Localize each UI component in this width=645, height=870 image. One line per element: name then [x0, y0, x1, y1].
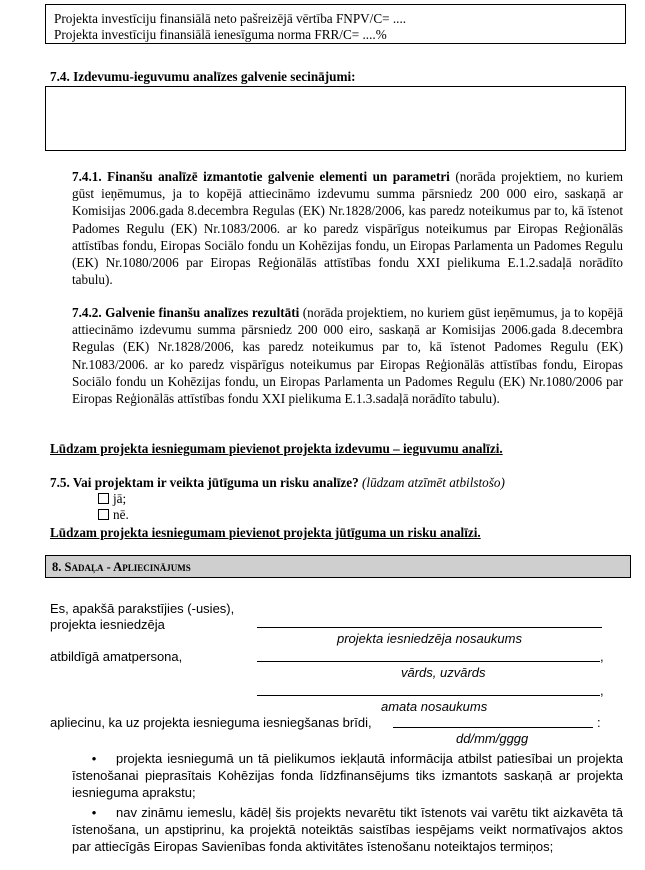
bullet-text-1: projekta iesniegumā un tā pielikumos iekļautā informācija atbilst patiesībai un projekta īstenošanai pieprasītais Kohēzijas fonda līdzfinansējums tiks izmantots saskaņā ar projekta iesnieguma aprakstu;	[72, 751, 623, 800]
section-75-hint: (lūdzam atzīmēt atbilstošo)	[358, 475, 505, 490]
bullet-icon: •	[91, 751, 97, 766]
colon: :	[597, 715, 601, 730]
section-75-title: 7.5. Vai projektam ir veikta jūtīguma un risku analīze?	[50, 475, 359, 490]
section-741-paragraph	[72, 168, 623, 288]
name-surname-field[interactable]	[257, 661, 600, 662]
declaration-line-3: atbildīgā amatpersona,	[50, 649, 183, 664]
option-no[interactable]	[98, 507, 129, 523]
comma-2: ,	[600, 683, 604, 698]
applicant-name-caption: projekta iesniedzēja nosaukums	[337, 631, 522, 646]
section-74-answer-box[interactable]	[45, 86, 626, 151]
comma-1: ,	[600, 649, 604, 664]
option-yes[interactable]	[98, 491, 126, 507]
bullet-item-1	[72, 750, 623, 801]
date-field[interactable]	[393, 727, 593, 728]
financial-indicators-box	[45, 4, 626, 44]
name-surname-caption: vārds, uzvārds	[401, 665, 486, 680]
bullet-icon: •	[91, 805, 97, 820]
declaration-line-4: apliecinu, ka uz projekta iesnieguma iesniegšanas brīdi,	[50, 715, 372, 730]
declaration-line-2: projekta iesniedzēja	[50, 617, 165, 632]
position-field[interactable]	[257, 695, 600, 696]
fnpv-line: Projekta investīciju finansiālā neto pašreizējā vērtība FNPV/C= ....	[54, 11, 407, 26]
section-75-question	[50, 475, 505, 491]
section-742-paragraph	[72, 304, 623, 407]
declaration-line-1: Es, apakšā parakstījies (-usies),	[50, 601, 235, 616]
section-741-title: 7.4.1. Finanšu analīzē izmantotie galvenie elementi un parametri	[72, 169, 450, 184]
section-742-title: 7.4.2. Galvenie finanšu analīzes rezultāti	[72, 305, 300, 320]
frr-line: Projekta investīciju finansiālā ienesīguma norma FRR/C= ....%	[54, 27, 387, 42]
section-8-title: 8. Sadaļa - Apliecinājums	[52, 560, 191, 574]
request-cba-note: Lūdzam projekta iesniegumam pievienot projekta izdevumu – ieguvumu analīzi.	[50, 441, 503, 456]
option-no-label: nē.	[113, 507, 129, 522]
position-caption: amata nosaukums	[381, 699, 488, 714]
checkbox-yes[interactable]	[98, 493, 109, 504]
section-741-text: (norāda projektiem, no kuriem gūst ieņēmumus, ja to kopējā attiecināmo izdevumu summa pārsniedz 200 000 eiro, saskaņā ar Komisijas 2006.gada 8.decembra Regulas (EK) Nr.1828/2006, kas paredz noteikumus par to, kā īstenot Padomes Regulu (EK) Nr.1083/2006. ar ko paredz vispārīgus noteikumus par Eiropas Reģionālās attīstības fondu, Eiropas Sociālo fondu un Kohēzijas fondu, un Eiropas Parlamenta un Padomes Regulu (EK) Nr.1080/2006 par Eiropas Reģionālās attīstības fondu XXI pielikuma E.1.2.sadaļā norādīto tabulu).	[72, 169, 623, 288]
bullet-text-2: nav zināmu iemeslu, kādēļ šis projekts nevarētu tikt īstenots vai varētu tikt aizkavēta tā īstenošana, un apstiprinu, ka projektā noteiktās saistības iespējams veikt normatīvajos aktos par attiecīgās Eiropas Savienības fonda aktivitātes īstenošanu noteiktajos termiņos;	[72, 805, 623, 854]
section-74-heading: 7.4. Izdevumu-ieguvumu analīzes galvenie secinājumi:	[50, 69, 356, 84]
bullet-item-2	[72, 804, 623, 855]
applicant-name-field[interactable]	[257, 627, 602, 628]
request-risk-note: Lūdzam projekta iesniegumam pievienot projekta jūtīguma un risku analīzi.	[50, 525, 481, 540]
date-caption: dd/mm/gggg	[456, 731, 529, 746]
option-yes-label: jā;	[113, 491, 127, 506]
section-742-text: (norāda projektiem, no kuriem gūst ieņēmumus, ja to kopējā attiecināmo izdevumu summa pārsniedz 200 000 eiro, saskaņā ar Komisijas 2006.gada 8.decembra Regulas (EK) Nr.1828/2006, kas paredz noteikumus par to, kā īstenot Padomes Regulu (EK) Nr.1083/2006. ar ko paredz vispārīgus noteikumus par Eiropas Reģionālās attīstības fondu, Eiropas Sociālo fondu un Kohēzijas fondu, un Eiropas Parlamenta un Padomes Regulu (EK) Nr.1080/2006 par Eiropas Reģionālās attīstības fondu XXI pielikuma E.1.3.sadaļā norādīto tabulu).	[72, 305, 623, 407]
checkbox-no[interactable]	[98, 509, 109, 520]
section-8-header	[45, 555, 631, 578]
